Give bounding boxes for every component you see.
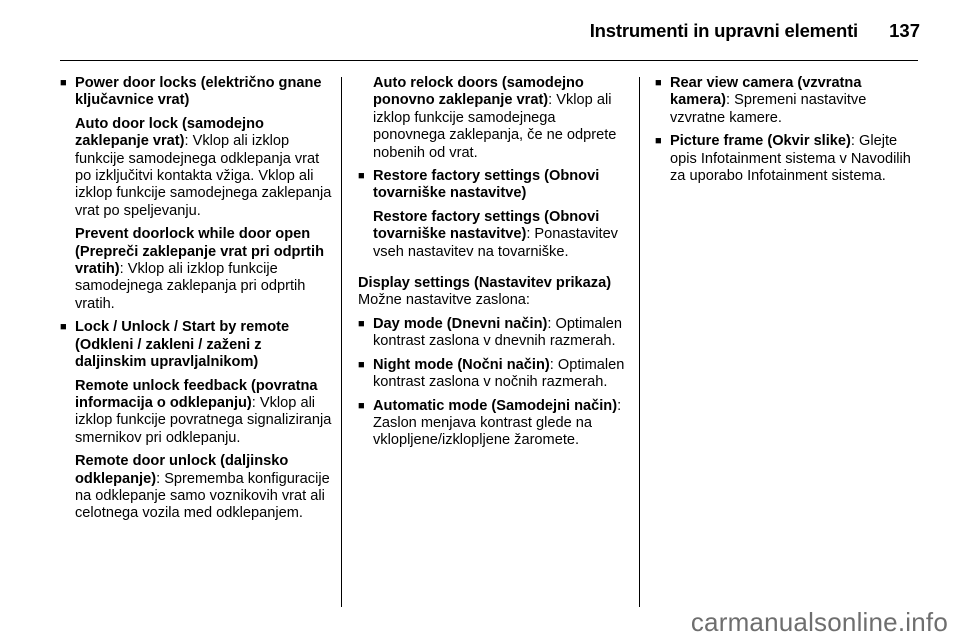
sub-item-title: Auto relock doors (samodejno ponovno zaklepanje vrat) — [373, 75, 584, 109]
item-title: Automatic mode (Samodejni način) — [373, 397, 618, 414]
sub-item-title: Prevent doorlock while door open (Prepreči zaklepanje vrat pri odprtih vratih) — [75, 226, 324, 278]
list-item — [358, 316, 630, 351]
list-item — [60, 319, 334, 371]
column-divider-1 — [341, 77, 342, 607]
bullet-icon: ■ — [60, 321, 67, 334]
section-intro: Možne nastavitve zaslona: — [358, 292, 530, 309]
bullet-icon: ■ — [60, 77, 67, 89]
item-title: Restore factory settings (Obnovi tovarniške nastavitve) — [373, 168, 600, 202]
sub-item — [60, 453, 334, 523]
header-rule — [60, 60, 918, 61]
sub-item — [358, 75, 630, 162]
item-title: Lock / Unlock / Start by remote (Odkleni / zakleni / zaženi z daljinskim upravljalnikom) — [75, 319, 290, 371]
sub-item-text: : Vklop ali izklop funkcije samodejnega odklepanja vrat po izključitvi kontakta vžiga. Vklop ali izklop funkcije samodejnega zaklepanja vrat po speljevanju. — [75, 133, 332, 219]
sub-item-text: : Vklop ali izklop funkcije samodejnega ponovnega zaklepanja, če ne odprete nobenih od vrat. — [373, 92, 617, 161]
item-title: Rear view camera (vzvratna kamera) — [670, 75, 862, 109]
sub-item-text: : Vklop ali izklop funkcije samodejnega zaklepanja pri odprtih vratih. — [75, 261, 306, 312]
sub-item-title: Remote door unlock (daljinsko odklepanje) — [75, 453, 289, 487]
item-title: Power door locks (električno gnane ključavnice vrat) — [75, 75, 322, 109]
list-item — [358, 357, 630, 392]
sub-item — [60, 226, 334, 313]
page-number: 137 — [889, 20, 920, 41]
sub-item-title: Auto door lock (samodejno zaklepanje vrat) — [75, 115, 264, 150]
sub-item-text: : Sprememba konfiguracije na odklepanje samo voznikovih vrat ali celotnega vozila med odklepanjem. — [75, 470, 330, 522]
list-item — [358, 168, 630, 203]
page-header — [0, 0, 960, 58]
sub-item — [60, 378, 334, 448]
column-divider-2 — [639, 77, 640, 607]
item-text: : Zaslon menjava kontrast glede na vklopljene/izklopljene žaromete. — [373, 397, 622, 449]
column-3 — [655, 75, 925, 191]
item-title: Day mode (Dnevni način) — [373, 315, 548, 332]
item-text: : Spremeni nastavitve vzvratne kamere. — [670, 92, 867, 126]
sub-item-title: Restore factory settings (Obnovi tovarniške nastavitve) — [373, 208, 600, 243]
sub-item-title: Remote unlock feedback (povratna informacija o odklepanju) — [75, 377, 318, 411]
section-title: Display settings (Nastavitev prikaza) — [358, 275, 612, 292]
item-text: : Optimalen kontrast zaslona v nočnih razmerah. — [373, 356, 625, 391]
column-1 — [60, 75, 334, 529]
item-text: : Optimalen kontrast zaslona v dnevnih razmerah. — [373, 315, 622, 350]
item-text: : Glejte opis Infotainment sistema v Navodilih za uporabo Infotainment sistema. — [670, 133, 911, 185]
sub-item — [60, 116, 334, 220]
watermark: carmanualsonline.info — [690, 607, 948, 637]
column-2 — [358, 75, 630, 456]
sub-item-text: : Vklop ali izklop funkcije povratnega signaliziranja smernikov pri odklepanju. — [75, 394, 332, 446]
bullet-icon: ■ — [358, 399, 365, 412]
list-item — [60, 75, 334, 110]
item-title: Picture frame (Okvir slike) — [670, 133, 851, 150]
item-title: Night mode (Nočni način) — [373, 356, 550, 373]
list-item — [655, 75, 925, 127]
bullet-icon: ■ — [655, 135, 662, 148]
header-title: Instrumenti in upravni elementi — [589, 20, 858, 41]
bullet-icon: ■ — [358, 170, 365, 183]
sub-item-text: : Ponastavitev vseh nastavitev na tovarniške. — [373, 226, 618, 260]
list-item — [358, 398, 630, 450]
bullet-icon: ■ — [358, 317, 365, 330]
list-item — [655, 133, 925, 185]
bullet-icon: ■ — [655, 77, 662, 89]
bullet-icon: ■ — [358, 358, 365, 371]
sub-item — [358, 209, 630, 261]
